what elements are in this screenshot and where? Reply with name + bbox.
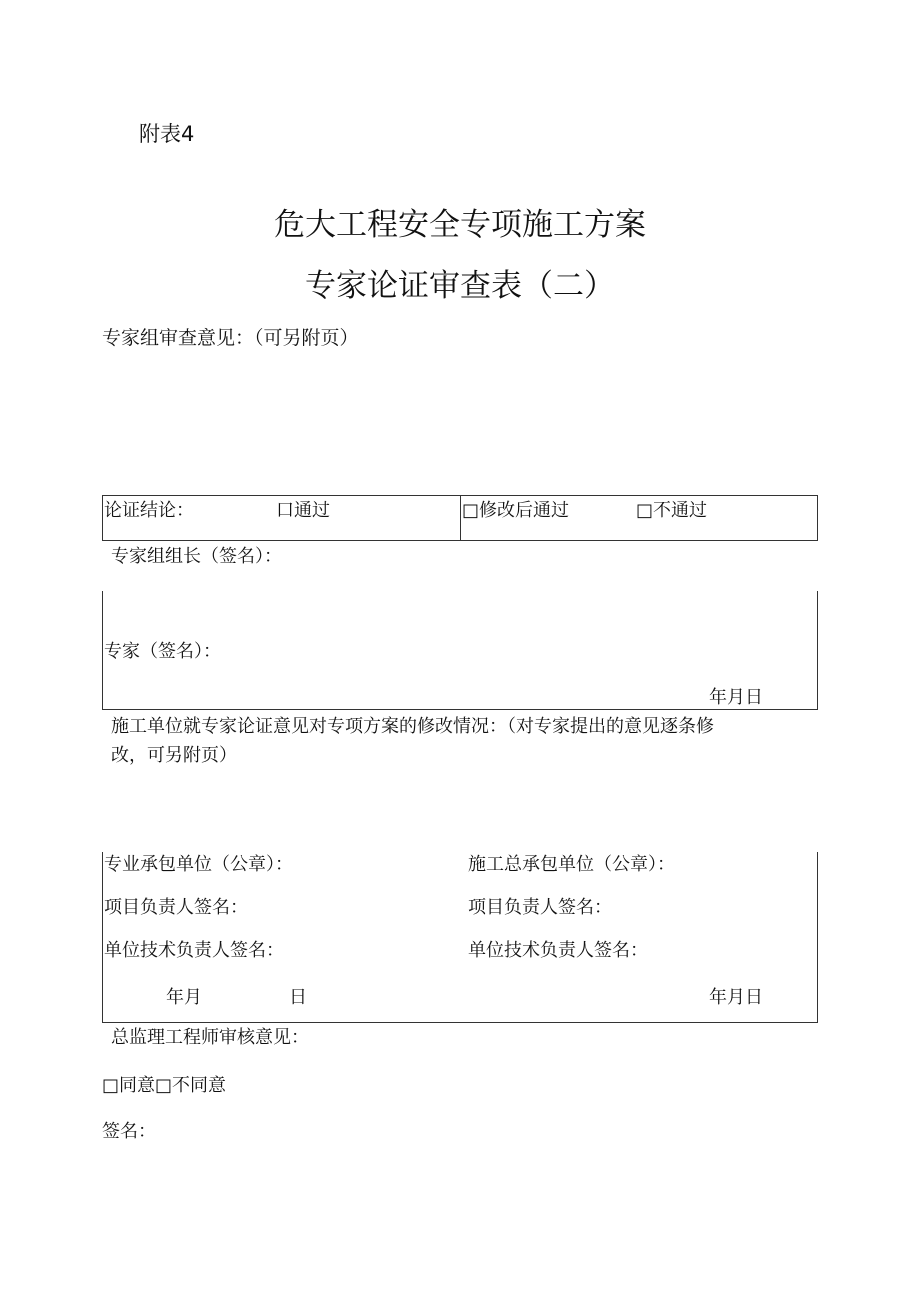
- group-leader-signature-label: 专家组组长（签名）：: [111, 546, 282, 567]
- option-pass-checkbox[interactable]: 口通过: [276, 500, 330, 521]
- general-date: 年月日: [709, 987, 763, 1008]
- conclusion-divider: [460, 495, 461, 541]
- general-project-manager-label: 项目负责人签名：: [468, 897, 612, 918]
- specialty-date-day: 日: [289, 987, 307, 1008]
- revision-description-line2: 改，可另附页）: [111, 745, 237, 766]
- expert-box-right-border: [817, 591, 818, 710]
- expert-signature-label: 专家（签名）：: [104, 641, 221, 662]
- conclusion-left-border: [102, 495, 103, 541]
- general-contractor-seal-label: 施工总承包单位（公章）：: [468, 854, 675, 875]
- supervisor-signature-label: 签名：: [102, 1121, 156, 1142]
- units-box-bottom-border: [102, 1022, 818, 1023]
- expert-box-left-border: [102, 591, 103, 710]
- option-pass-after-revision-checkbox[interactable]: □修改后通过: [462, 500, 570, 521]
- option-fail-checkbox[interactable]: □不通过: [636, 500, 708, 521]
- specialty-contractor-seal-label: 专业承包单位（公章）：: [104, 854, 293, 875]
- expert-signature-date: 年月日: [709, 687, 763, 708]
- page-subtitle: 专家论证审查表（二）: [305, 268, 615, 304]
- appendix-label: 附表4: [139, 122, 195, 146]
- page-title: 危大工程安全专项施工方案: [274, 207, 646, 243]
- general-tech-manager-label: 单位技术负责人签名：: [468, 940, 648, 961]
- agree-disagree-checkboxes[interactable]: □同意□不同意: [102, 1075, 227, 1096]
- units-box-left-border: [102, 852, 103, 1023]
- specialty-project-manager-label: 项目负责人签名：: [104, 897, 248, 918]
- specialty-date-year-month: 年月: [166, 987, 202, 1008]
- specialty-tech-manager-label: 单位技术负责人签名：: [104, 940, 284, 961]
- conclusion-label: 论证结论：: [104, 500, 194, 521]
- conclusion-right-border: [817, 495, 818, 541]
- units-box-right-border: [817, 852, 818, 1023]
- expert-group-opinion-label: 专家组审查意见：（可另附页）: [102, 327, 359, 349]
- chief-supervisor-opinion-label: 总监理工程师审核意见：: [111, 1027, 309, 1048]
- revision-description-line1: 施工单位就专家论证意见对专项方案的修改情况：（对专家提出的意见逐条修: [111, 716, 714, 737]
